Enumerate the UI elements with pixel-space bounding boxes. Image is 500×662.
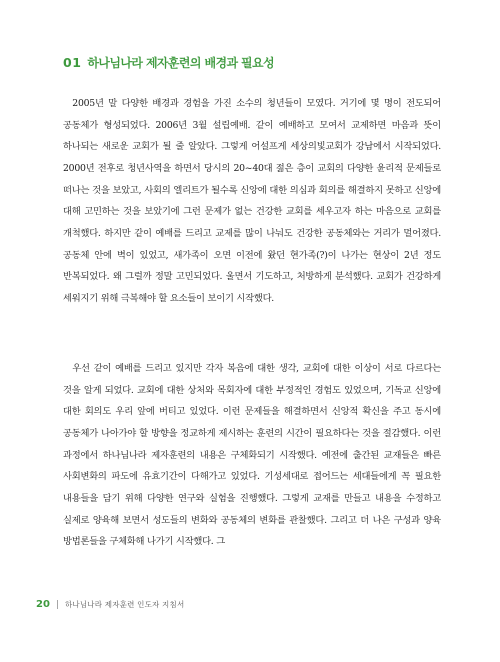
footer-divider: | bbox=[55, 599, 59, 610]
body-paragraph-2 bbox=[63, 358, 441, 553]
body-paragraph-1 bbox=[63, 93, 441, 310]
section-header bbox=[63, 52, 443, 72]
section-number: 01 bbox=[63, 54, 82, 70]
paragraph-text: 우선 같이 예배를 드리고 있지만 각자 복음에 대한 생각, 교회에 대한 이상이 서로 다르다는 것을 알게 되었다. 교회에 대한 상처와 목회자에 대한 부정적인 경험도 있었으며, 기독교 신앙에 대한 회의도 우리 앞에 버티고 있었다. 이런 문제들을 해결하면서 신앙적 확신을 주고 동시에 공동체가 나아가야 할 방향을 정교하게 제시하는 훈련의 시간이 필요하다는 것을 절감했다. 이런 과정에서 하나님나라 제자훈련의 내용은 구체화되기 시작했다. 예전에 출간된 교재들은 빠른 사회변화의 파도에 유효기간이 다해가고 있었다. 기성세대로 접어드는 세대들에게 꼭 필요한 내용들을 담기 위해 다양한 연구와 실험을 진행했다. 그렇게 교재를 만들고 내용을 수정하고 실제로 양육해 보면서 성도들의 변화와 공동체의 변화를 관찰했다. 그리고 더 나은 구성과 양육 방법론들을 구체화해 나가기 시작했다. 그 bbox=[63, 363, 441, 548]
page-number: 20 bbox=[36, 599, 50, 610]
paragraph-text: 2005년 말 다양한 배경과 경험을 가진 소수의 청년들이 모였다. 거기에 몇 명이 전도되어 공동체가 형성되었다. 2006년 3월 설립예배. 같이 예배하고 모여서 교제하면 마음과 뜻이 하나되는 새로운 교회가 될 줄 알았다. 그렇게 어설프게 세상의빛교회가 강남에서 시작되었다. 2000년 전후로 청년사역을 하면서 당시의 20~40대 젊은 층이 교회의 다양한 윤리적 문제들로 떠나는 것을 보았고, 사회의 엘리트가 될수록 신앙에 대한 의심과 회의를 해결하지 못하고 신앙에 대해 고민하는 것을 보았기에 그런 문제가 없는 건강한 교회를 세우고자 하는 마음으로 교회를 개척했다. 하지만 같이 예배를 드리고 교제를 많이 나눠도 건강한 공동체와는 거리가 멀어졌다. 공동체 안에 벽이 있었고, 새가족이 오면 이전에 왔던 현가족(?)이 나가는 현상이 2년 정도 반복되었다. 왜 그럴까 정말 고민되었다. 울면서 기도하고, 처방하게 분석했다. 교회가 건강하게 세워지기 위해 극복해야 할 요소들이 보이기 시작했다. bbox=[63, 98, 441, 304]
running-book-title: 하나님나라 제자훈련 인도자 지침서 bbox=[64, 600, 185, 609]
page-footer bbox=[36, 599, 184, 610]
section-title: 하나님나라 제자훈련의 배경과 필요성 bbox=[87, 55, 275, 70]
